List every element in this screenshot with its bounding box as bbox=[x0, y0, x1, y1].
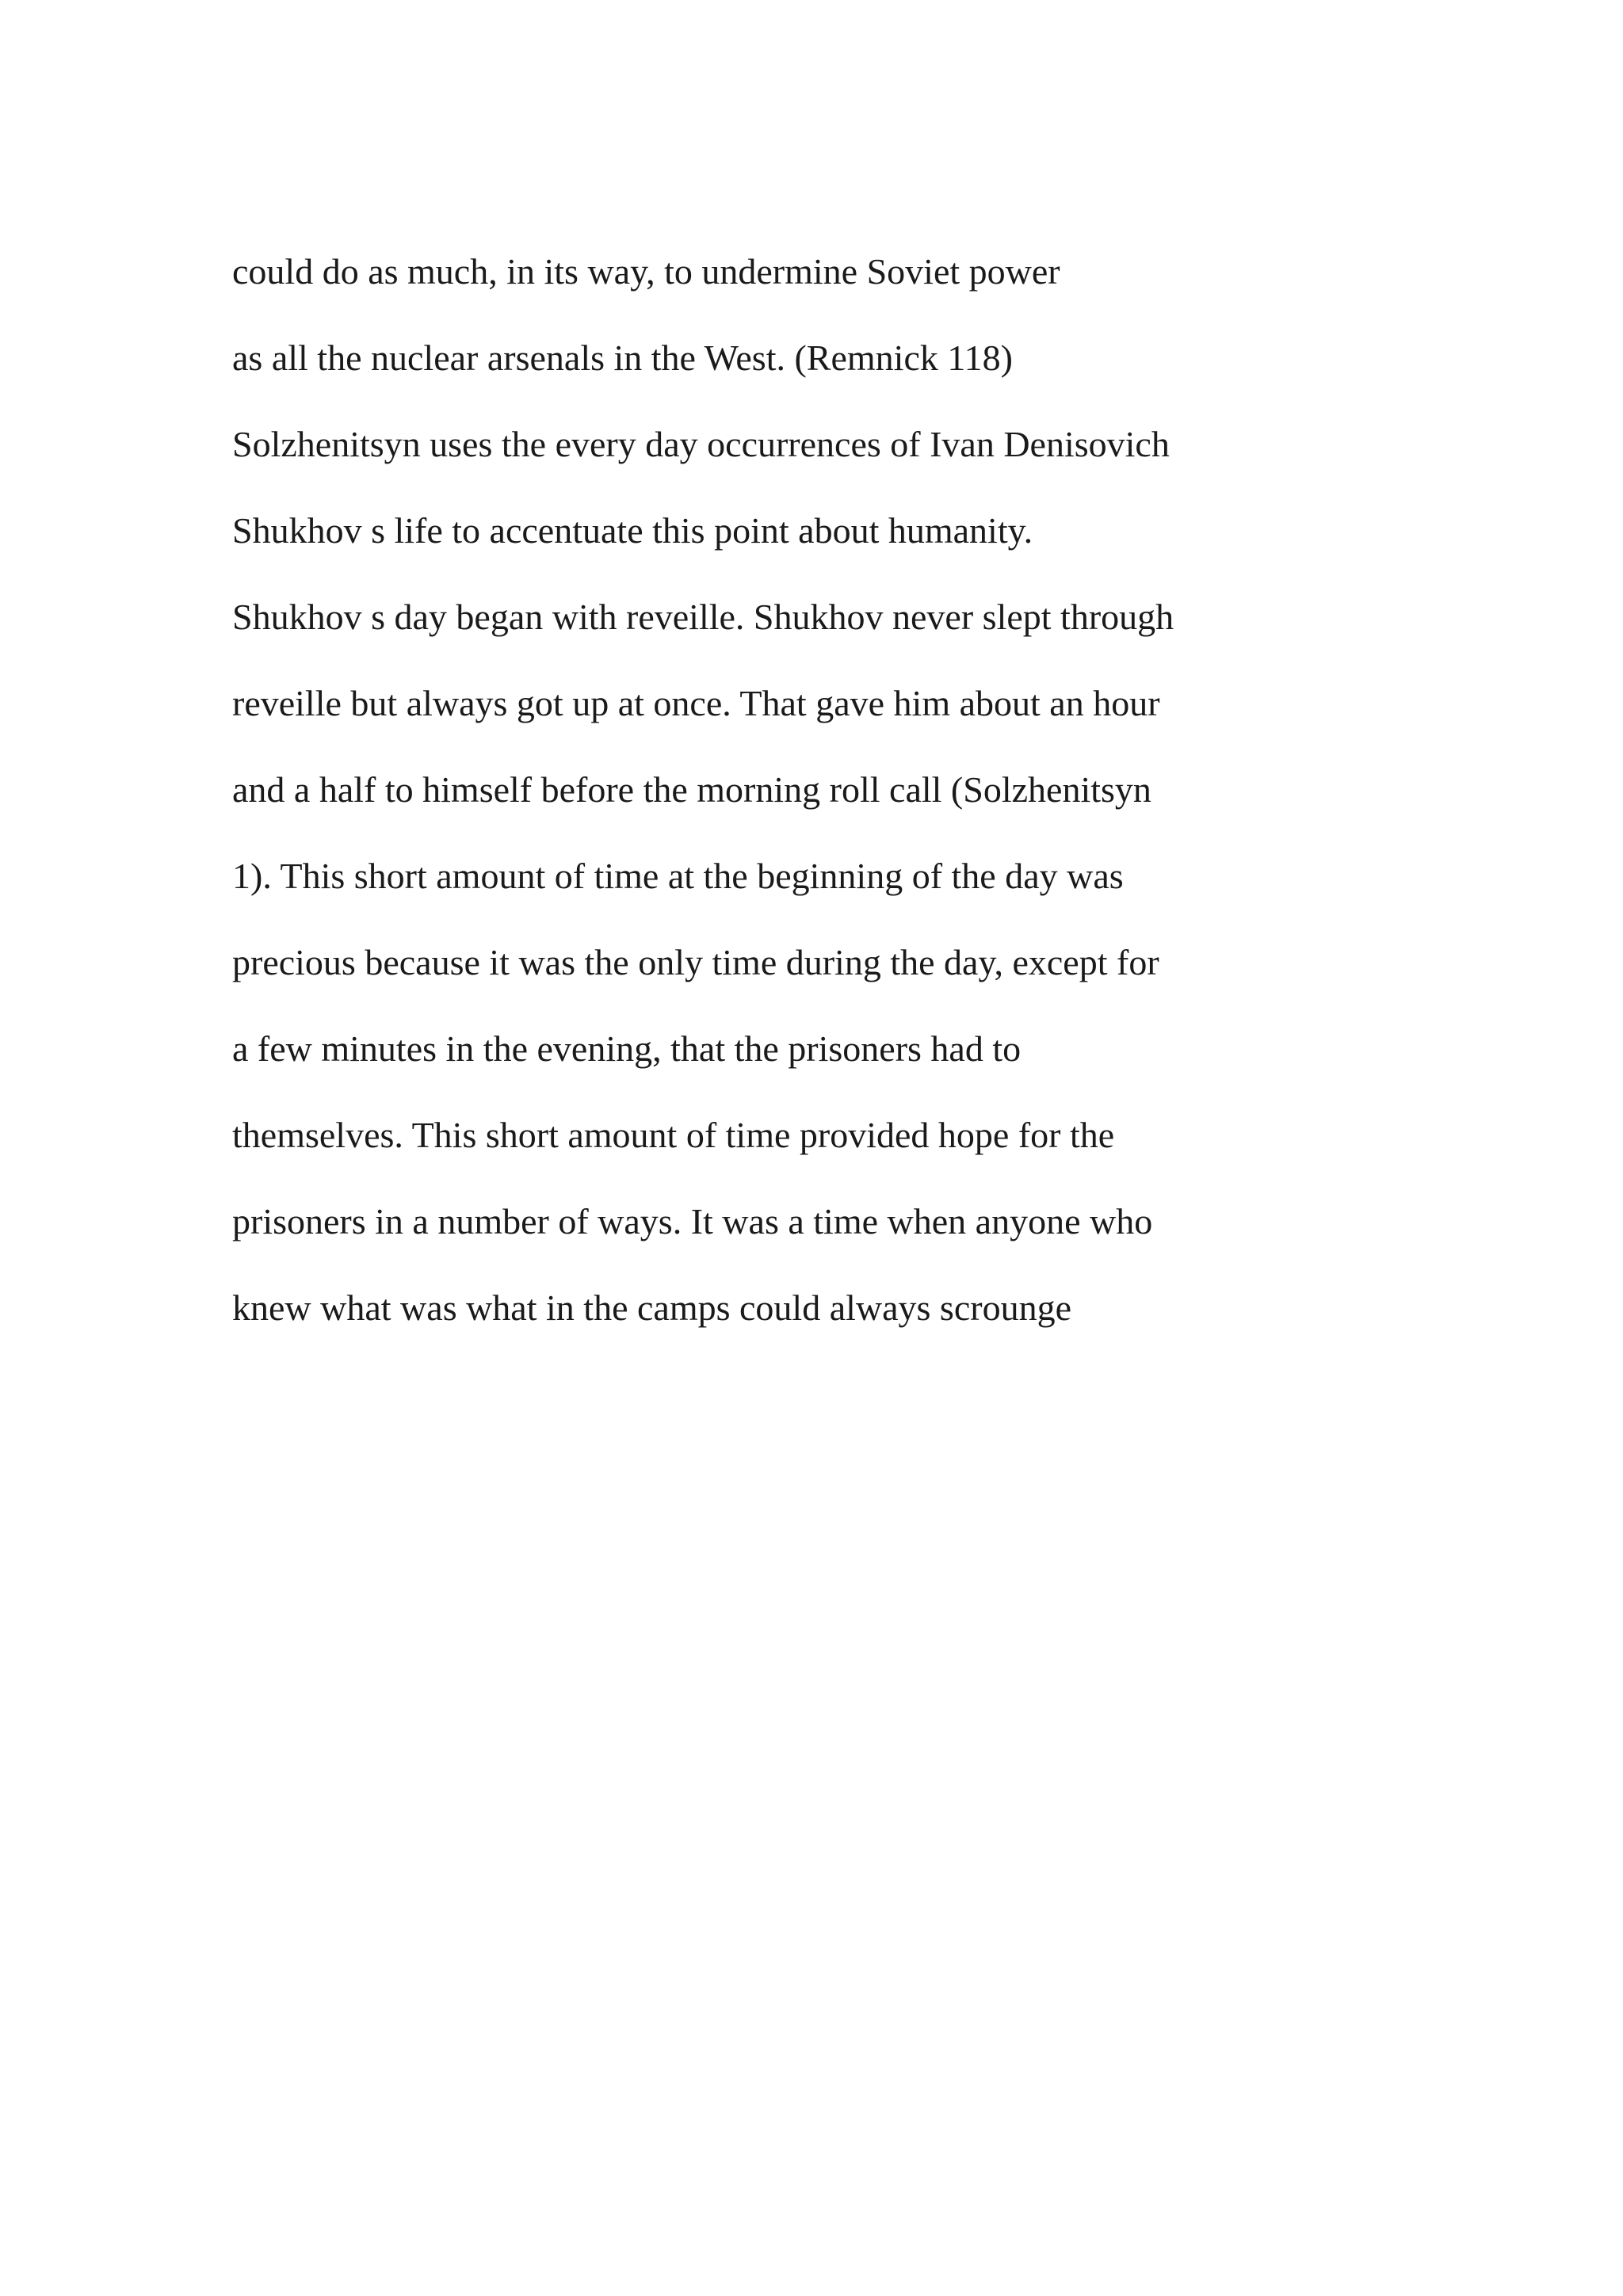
text-line: 1). This short amount of time at the beginning of the day was bbox=[232, 856, 1124, 896]
text-line: reveille but always got up at once. That gave him about an hour bbox=[232, 683, 1160, 723]
text-line: knew what was what in the camps could always scrounge bbox=[232, 1287, 1071, 1328]
text-line: could do as much, in its way, to undermine Soviet power bbox=[232, 251, 1060, 292]
text-line: a few minutes in the evening, that the prisoners had to bbox=[232, 1028, 1022, 1069]
text-line: precious because it was the only time during the day, except for bbox=[232, 942, 1159, 982]
text-line: Solzhenitsyn uses the every day occurrences of Ivan Denisovich bbox=[232, 424, 1170, 464]
body-text bbox=[232, 228, 1500, 1351]
text-line: and a half to himself before the morning roll call (Solzhenitsyn bbox=[232, 769, 1151, 810]
text-line: as all the nuclear arsenals in the West. (Remnick 118) bbox=[232, 338, 1013, 378]
text-line: Shukhov s day began with reveille. Shukhov never slept through bbox=[232, 597, 1174, 637]
text-line: Shukhov s life to accentuate this point about humanity. bbox=[232, 510, 1033, 551]
text-line: themselves. This short amount of time provided hope for the bbox=[232, 1115, 1115, 1155]
text-line: prisoners in a number of ways. It was a time when anyone who bbox=[232, 1201, 1153, 1241]
